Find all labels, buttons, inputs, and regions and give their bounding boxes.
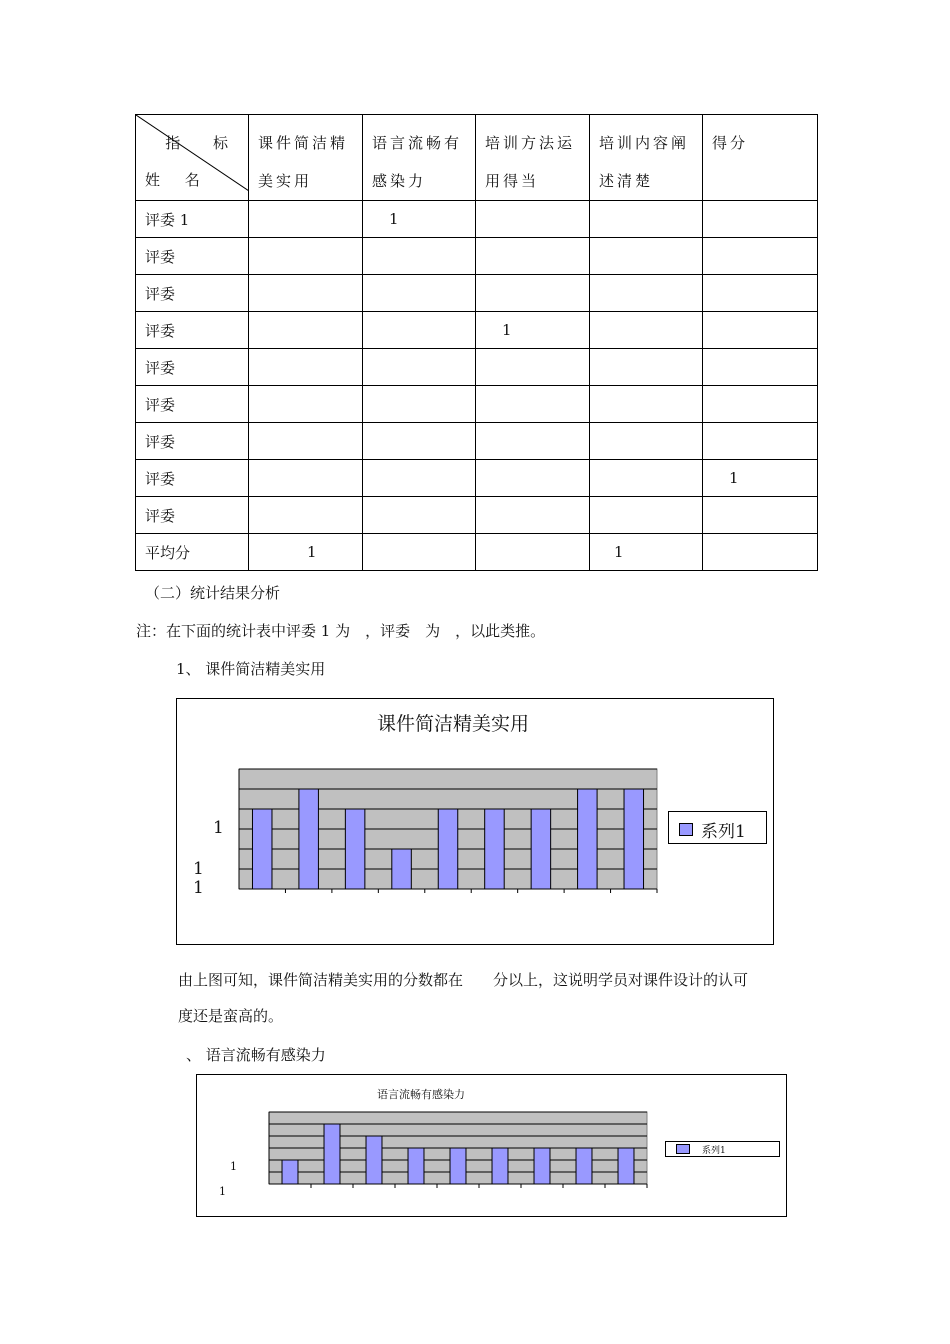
bar bbox=[578, 789, 598, 889]
score-value bbox=[712, 247, 729, 265]
score-cell bbox=[590, 460, 703, 497]
score-value bbox=[372, 358, 389, 376]
score-cell bbox=[363, 497, 476, 534]
score-value bbox=[372, 543, 389, 561]
score-value bbox=[372, 506, 389, 524]
score-cell bbox=[249, 534, 363, 571]
score-cell bbox=[476, 349, 590, 386]
score-value bbox=[712, 321, 729, 339]
score-value: 1 bbox=[614, 543, 624, 561]
score-cell bbox=[249, 460, 363, 497]
score-value bbox=[258, 210, 307, 228]
score-value bbox=[485, 210, 502, 228]
bar bbox=[618, 1148, 634, 1184]
bar bbox=[438, 809, 458, 889]
score-value bbox=[258, 358, 307, 376]
chart-legend bbox=[665, 1141, 780, 1157]
score-cell bbox=[363, 201, 476, 238]
score-cell bbox=[363, 349, 476, 386]
bar bbox=[252, 809, 272, 889]
score-value bbox=[599, 506, 616, 524]
score-cell bbox=[476, 312, 590, 349]
bar bbox=[392, 849, 412, 889]
chart-title: 语言流畅有感染力 bbox=[377, 1088, 465, 1101]
bar bbox=[492, 1148, 508, 1184]
y-tick-label: 1 bbox=[193, 859, 204, 879]
table-row bbox=[136, 423, 818, 460]
row-name-cell: 评委 bbox=[136, 497, 249, 534]
legend-label: 系列1 bbox=[701, 822, 746, 842]
score-cell bbox=[703, 275, 818, 312]
score-value: 1 bbox=[389, 210, 399, 228]
header-name-label: 姓 名 bbox=[145, 171, 210, 189]
score-value bbox=[485, 469, 502, 487]
score-cell bbox=[590, 275, 703, 312]
bar bbox=[534, 1148, 550, 1184]
table-row bbox=[136, 312, 818, 349]
score-value bbox=[372, 469, 389, 487]
score-value bbox=[372, 432, 389, 450]
score-value bbox=[258, 506, 307, 524]
note-text: 注：在下面的统计表中评委 1 为 ，评委 为 ，以此类推。 bbox=[136, 622, 546, 640]
score-cell bbox=[476, 386, 590, 423]
table-row bbox=[136, 460, 818, 497]
score-value bbox=[712, 358, 729, 376]
score-cell bbox=[703, 497, 818, 534]
score-cell bbox=[703, 238, 818, 275]
score-value bbox=[372, 321, 389, 339]
legend-swatch bbox=[676, 1144, 690, 1154]
row-name-cell: 平均分 bbox=[136, 534, 249, 571]
table-row bbox=[136, 534, 818, 571]
score-value bbox=[599, 395, 616, 413]
score-cell bbox=[703, 460, 818, 497]
table-row bbox=[136, 275, 818, 312]
score-cell bbox=[476, 534, 590, 571]
score-value bbox=[599, 432, 616, 450]
score-value: 1 bbox=[502, 321, 512, 339]
score-cell bbox=[476, 497, 590, 534]
bar bbox=[576, 1148, 592, 1184]
table-row bbox=[136, 349, 818, 386]
score-cell bbox=[363, 238, 476, 275]
row-name-cell: 评委 bbox=[136, 386, 249, 423]
bar bbox=[324, 1124, 340, 1184]
score-cell bbox=[703, 386, 818, 423]
y-tick-label: 1 bbox=[219, 1185, 226, 1198]
score-cell bbox=[249, 386, 363, 423]
score-cell bbox=[590, 349, 703, 386]
score-cell bbox=[249, 275, 363, 312]
chart-legend bbox=[668, 811, 767, 844]
score-cell bbox=[249, 238, 363, 275]
score-value bbox=[485, 284, 502, 302]
y-tick-label: 1 bbox=[230, 1160, 237, 1173]
score-value bbox=[599, 358, 616, 376]
chart-1 bbox=[176, 698, 774, 945]
bar bbox=[450, 1148, 466, 1184]
score-cell bbox=[590, 534, 703, 571]
column-header: 语言流畅有 感染力 bbox=[363, 115, 476, 201]
score-cell bbox=[590, 238, 703, 275]
score-value bbox=[372, 395, 389, 413]
chart-title: 课件简洁精美实用 bbox=[377, 713, 530, 735]
score-cell bbox=[590, 386, 703, 423]
score-cell bbox=[476, 201, 590, 238]
header-indicator-label: 指 标 bbox=[165, 134, 242, 152]
bar bbox=[366, 1136, 382, 1184]
score-value bbox=[485, 247, 502, 265]
score-cell bbox=[363, 386, 476, 423]
score-cell bbox=[363, 275, 476, 312]
table-row bbox=[136, 386, 818, 423]
score-cell bbox=[703, 349, 818, 386]
score-value bbox=[372, 284, 389, 302]
bar bbox=[282, 1160, 298, 1184]
score-table bbox=[135, 114, 818, 571]
score-cell bbox=[476, 275, 590, 312]
score-cell bbox=[249, 423, 363, 460]
score-value bbox=[258, 284, 307, 302]
section-heading: （二）统计结果分析 bbox=[145, 584, 281, 602]
score-value bbox=[372, 247, 389, 265]
score-value bbox=[485, 395, 502, 413]
row-name-cell: 评委 bbox=[136, 423, 249, 460]
score-cell bbox=[476, 423, 590, 460]
score-cell bbox=[363, 534, 476, 571]
score-cell bbox=[590, 312, 703, 349]
score-cell bbox=[476, 460, 590, 497]
table-row bbox=[136, 201, 818, 238]
row-name-cell: 评委 1 bbox=[136, 201, 249, 238]
conclusion-line-1: 由上图可知，课件简洁精美实用的分数都在 分以上，这说明学员对课件设计的认可 bbox=[178, 971, 749, 989]
score-value bbox=[712, 543, 729, 561]
score-value bbox=[258, 469, 307, 487]
score-cell bbox=[249, 201, 363, 238]
score-value bbox=[599, 247, 616, 265]
row-name-cell: 评委 bbox=[136, 460, 249, 497]
score-cell bbox=[590, 201, 703, 238]
score-value bbox=[485, 432, 502, 450]
score-value bbox=[712, 432, 729, 450]
score-cell bbox=[703, 312, 818, 349]
score-value bbox=[258, 321, 307, 339]
score-value bbox=[712, 210, 729, 228]
row-name-cell: 评委 bbox=[136, 275, 249, 312]
bar bbox=[345, 809, 365, 889]
score-cell bbox=[249, 349, 363, 386]
score-cell bbox=[249, 497, 363, 534]
bar bbox=[299, 789, 319, 889]
chart-2 bbox=[196, 1074, 787, 1217]
score-value bbox=[485, 506, 502, 524]
score-value: 1 bbox=[307, 543, 317, 561]
score-value bbox=[485, 543, 502, 561]
score-value bbox=[258, 247, 307, 265]
bar bbox=[485, 809, 505, 889]
score-cell bbox=[703, 423, 818, 460]
score-cell bbox=[363, 312, 476, 349]
y-tick-label: 1 bbox=[213, 818, 224, 838]
score-value bbox=[258, 395, 307, 413]
item2-heading: 、 语言流畅有感染力 bbox=[186, 1046, 326, 1064]
score-value bbox=[485, 358, 502, 376]
item1-heading: 1、 课件简洁精美实用 bbox=[176, 660, 326, 678]
legend-label: 系列1 bbox=[702, 1146, 726, 1156]
score-value bbox=[258, 432, 307, 450]
row-name-cell: 评委 bbox=[136, 312, 249, 349]
score-cell bbox=[703, 201, 818, 238]
conclusion-line-2: 度还是蛮高的。 bbox=[178, 1007, 284, 1025]
score-value bbox=[599, 469, 616, 487]
table-row bbox=[136, 497, 818, 534]
score-cell bbox=[476, 238, 590, 275]
score-cell bbox=[590, 497, 703, 534]
score-cell bbox=[363, 423, 476, 460]
bar bbox=[624, 789, 644, 889]
score-value bbox=[599, 210, 616, 228]
table-row bbox=[136, 238, 818, 275]
table-header-row bbox=[136, 115, 818, 201]
bar bbox=[408, 1148, 424, 1184]
score-table-body bbox=[136, 115, 818, 571]
column-header: 培训内容阐 述清楚 bbox=[590, 115, 703, 201]
score-value bbox=[599, 321, 616, 339]
legend-swatch bbox=[679, 823, 693, 836]
column-header: 课件简洁精 美实用 bbox=[249, 115, 363, 201]
header-diagonal-cell bbox=[136, 115, 249, 201]
row-name-cell: 评委 bbox=[136, 238, 249, 275]
y-tick-label: 1 bbox=[193, 878, 204, 898]
score-value bbox=[712, 395, 729, 413]
score-value bbox=[712, 284, 729, 302]
column-header: 得分 bbox=[703, 115, 818, 201]
score-value: 1 bbox=[729, 469, 739, 487]
score-cell bbox=[249, 312, 363, 349]
score-cell bbox=[363, 460, 476, 497]
column-header: 培训方法运 用得当 bbox=[476, 115, 590, 201]
score-value bbox=[712, 506, 729, 524]
row-name-cell: 评委 bbox=[136, 349, 249, 386]
score-value bbox=[599, 284, 616, 302]
score-cell bbox=[590, 423, 703, 460]
bar bbox=[531, 809, 551, 889]
score-cell bbox=[703, 534, 818, 571]
